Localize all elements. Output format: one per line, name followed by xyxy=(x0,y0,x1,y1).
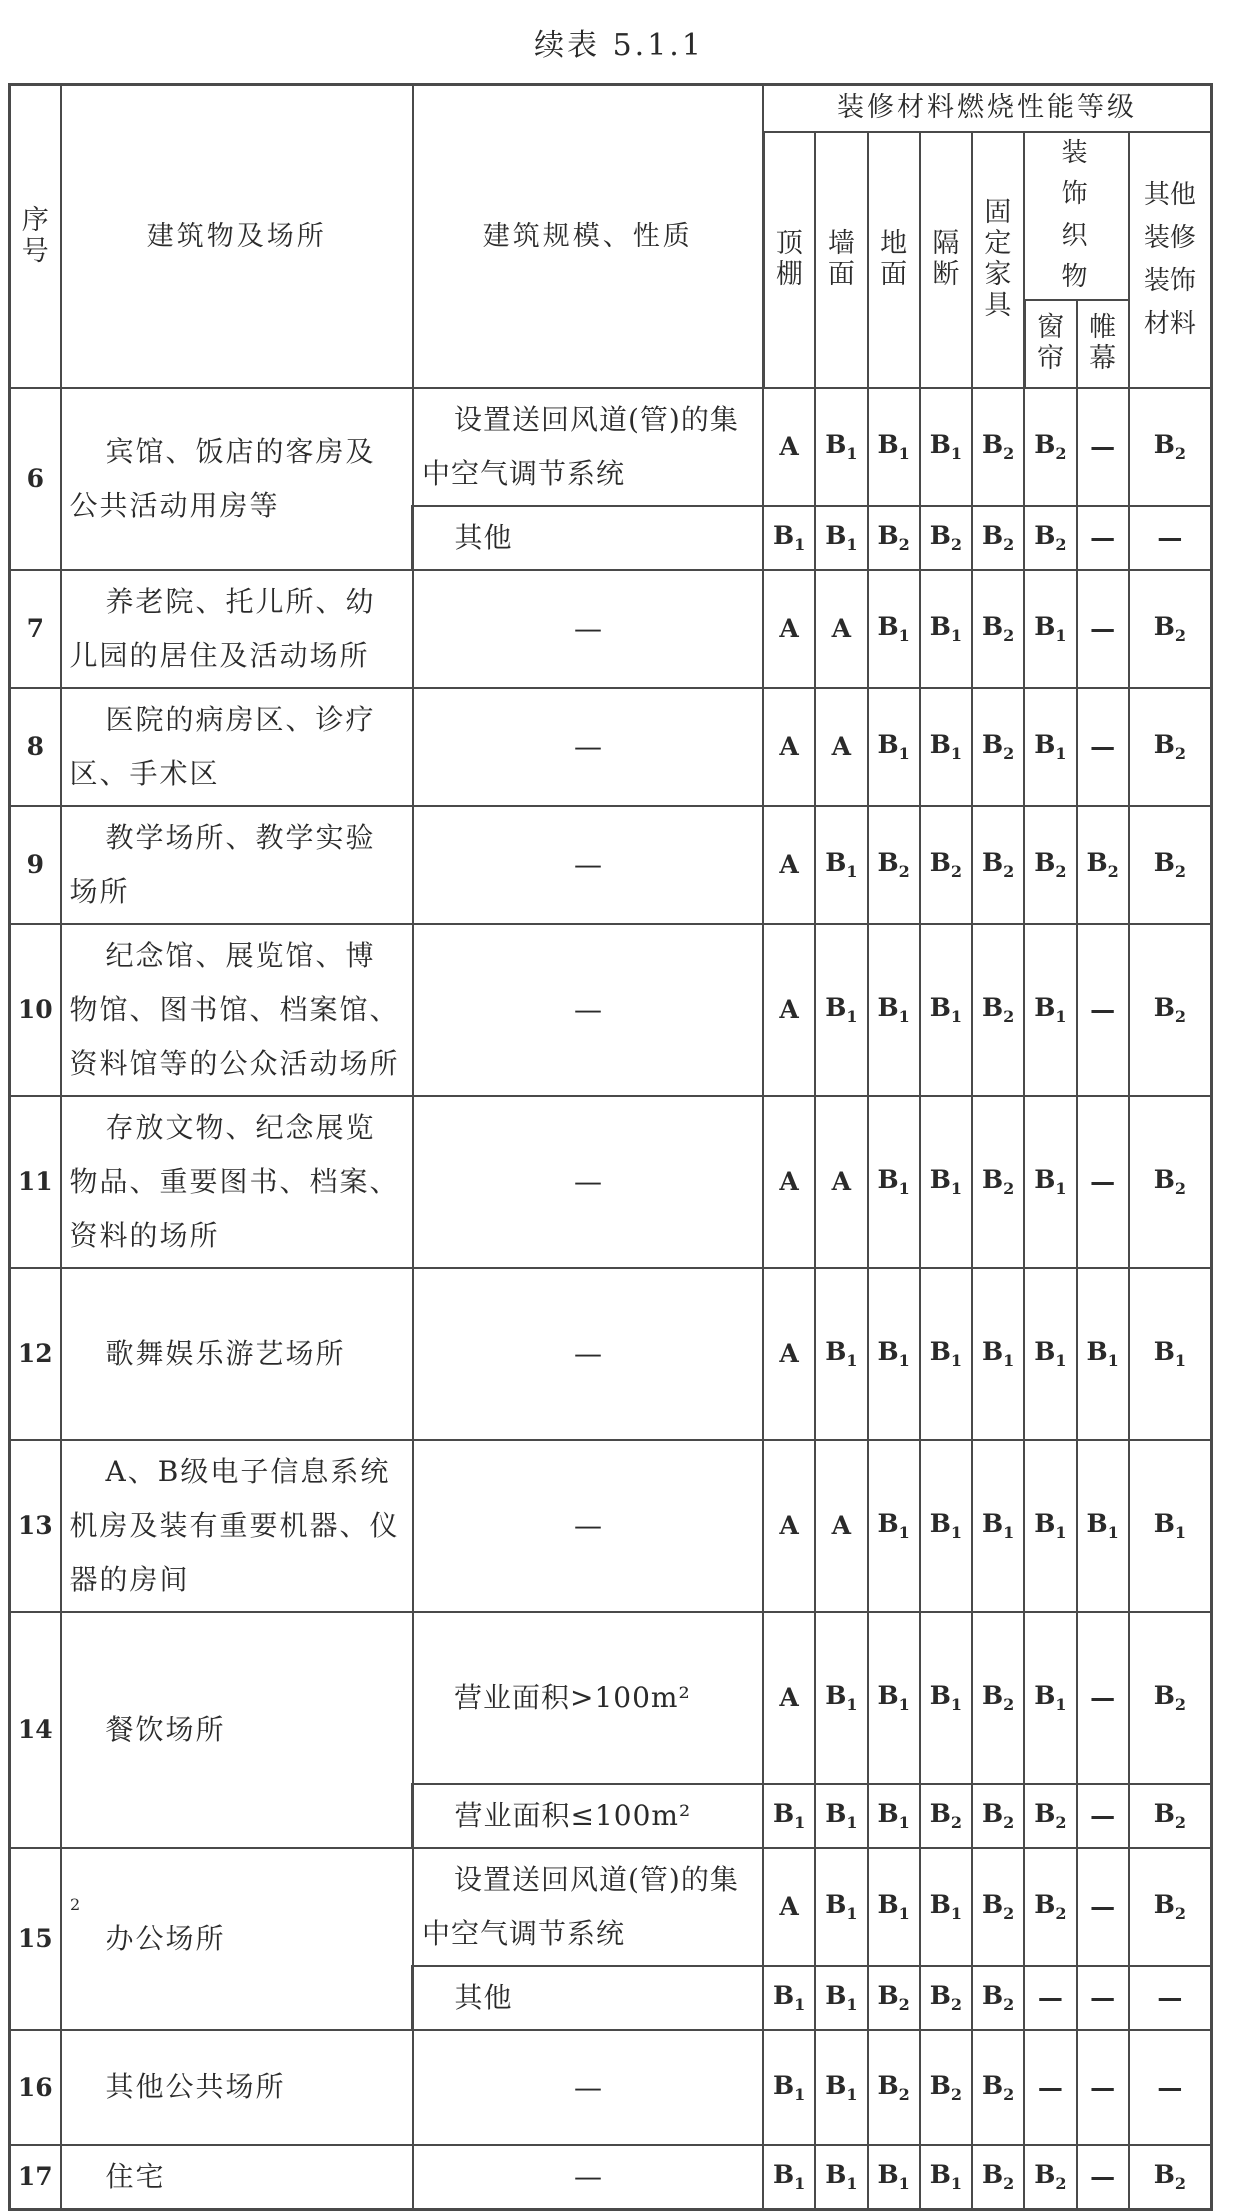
grade-cell: — xyxy=(1024,2030,1076,2145)
grade-cell: $B_2$ xyxy=(1129,1612,1212,1784)
table-row xyxy=(10,806,1212,924)
grade-cell: $B_1$ xyxy=(1024,1096,1076,1268)
row-building: 医院的病房区、诊疗区、手术区 xyxy=(61,688,413,806)
grade-cell: $B_1$ xyxy=(1077,1268,1129,1440)
grade-cell: $B_1$ xyxy=(868,1612,920,1784)
grade-cell: $B_1$ xyxy=(868,1096,920,1268)
grade-cell: $B_1$ xyxy=(1077,1440,1129,1612)
grade-cell: A xyxy=(815,570,867,688)
grade-cell: $B_1$ xyxy=(972,1440,1024,1612)
header-other: 其他装修装饰材料 xyxy=(1129,132,1212,388)
row-building: 宾馆、饭店的客房及公共活动用房等 xyxy=(61,388,413,570)
grade-cell: $B_2$ xyxy=(1129,924,1212,1096)
grade-cell: $B_2$ xyxy=(1129,1096,1212,1268)
grade-cell: A xyxy=(763,1848,815,1966)
table-row xyxy=(10,924,1212,1096)
grade-cell: A xyxy=(815,688,867,806)
row-scale: — xyxy=(413,806,763,924)
grade-cell: $B_2$ xyxy=(920,1966,972,2030)
grade-cell: $B_2$ xyxy=(972,388,1024,506)
row-scale: — xyxy=(413,924,763,1096)
grade-cell: $B_2$ xyxy=(1129,1848,1212,1966)
row-seq: 9 xyxy=(10,806,61,924)
grade-cell: $B_2$ xyxy=(920,2030,972,2145)
row-building: 养老院、托儿所、幼儿园的居住及活动场所 xyxy=(61,570,413,688)
grade-cell: $B_2$ xyxy=(868,806,920,924)
row-scale: — xyxy=(413,2145,763,2210)
grade-cell: $B_1$ xyxy=(920,1612,972,1784)
header-wall: 墙面 xyxy=(815,132,867,388)
grade-cell: $B_2$ xyxy=(1024,2145,1076,2210)
row-building: 住宅 xyxy=(61,2145,413,2210)
grade-cell: $B_1$ xyxy=(920,924,972,1096)
grade-cell: A xyxy=(763,1440,815,1612)
grade-cell: $B_2$ xyxy=(972,1612,1024,1784)
grade-cell: — xyxy=(1129,1966,1212,2030)
row-scale: — xyxy=(413,1440,763,1612)
row-building: 纪念馆、展览馆、博物馆、图书馆、档案馆、资料馆等的公众活动场所 xyxy=(61,924,413,1096)
row-seq: 10 xyxy=(10,924,61,1096)
grade-cell: A xyxy=(763,924,815,1096)
grade-cell: $B_2$ xyxy=(920,506,972,570)
grade-cell: A xyxy=(815,1440,867,1612)
header-curtain: 窗帘 xyxy=(1024,300,1076,388)
grade-cell: $B_1$ xyxy=(1024,1612,1076,1784)
grade-cell: $B_1$ xyxy=(920,388,972,506)
row-seq: 8 xyxy=(10,688,61,806)
grade-cell: $B_1$ xyxy=(763,1784,815,1848)
grade-cell: $B_1$ xyxy=(815,1784,867,1848)
grade-cell: $B_1$ xyxy=(920,1096,972,1268)
grade-cell: $B_1$ xyxy=(920,688,972,806)
grade-cell: $B_2$ xyxy=(1077,806,1129,924)
grade-cell: — xyxy=(1077,1848,1129,1966)
grade-cell: — xyxy=(1077,1612,1129,1784)
grade-cell: — xyxy=(1129,2030,1212,2145)
grade-cell: $B_2$ xyxy=(972,1096,1024,1268)
grade-cell: $B_1$ xyxy=(763,2145,815,2210)
table-row xyxy=(10,2145,1212,2210)
grade-cell: $B_1$ xyxy=(868,1440,920,1612)
header-building: 建筑物及场所 xyxy=(61,85,413,388)
grade-cell: $B_2$ xyxy=(972,2030,1024,2145)
grade-cell: $B_2$ xyxy=(972,924,1024,1096)
grade-cell: $B_2$ xyxy=(1024,806,1076,924)
row-building: 其他公共场所 xyxy=(61,2030,413,2145)
grade-cell: $B_2$ xyxy=(868,1966,920,2030)
grade-cell: $B_2$ xyxy=(1129,806,1212,924)
row-scale: — xyxy=(413,570,763,688)
grade-cell: $B_1$ xyxy=(868,388,920,506)
row-scale: 设置送回风道(管)的集中空气调节系统 xyxy=(413,388,763,506)
grade-cell: A xyxy=(763,688,815,806)
grade-cell: — xyxy=(1077,1784,1129,1848)
grade-cell: $B_1$ xyxy=(920,1440,972,1612)
fire-rating-table xyxy=(8,83,1213,2211)
table-row xyxy=(10,570,1212,688)
grade-cell: $B_2$ xyxy=(1024,1848,1076,1966)
grade-cell: $B_2$ xyxy=(972,1784,1024,1848)
grade-cell: $B_2$ xyxy=(1129,388,1212,506)
row-scale: — xyxy=(413,688,763,806)
grade-cell: $B_2$ xyxy=(1129,688,1212,806)
grade-cell: A xyxy=(763,806,815,924)
grade-cell: — xyxy=(1077,388,1129,506)
grade-cell: — xyxy=(1077,2030,1129,2145)
grade-cell: $B_1$ xyxy=(920,1268,972,1440)
grade-cell: $B_1$ xyxy=(763,1966,815,2030)
row-seq: 7 xyxy=(10,570,61,688)
grade-cell: $B_1$ xyxy=(815,388,867,506)
row-seq: 14 xyxy=(10,1612,61,1848)
grade-cell: $B_1$ xyxy=(815,506,867,570)
grade-cell: — xyxy=(1077,2145,1129,2210)
grade-cell: $B_1$ xyxy=(815,1268,867,1440)
grade-cell: A xyxy=(763,570,815,688)
grade-cell: $B_1$ xyxy=(815,2145,867,2210)
row-seq: 15 xyxy=(10,1848,61,2030)
row-seq: 16 xyxy=(10,2030,61,2145)
grade-cell: A xyxy=(763,388,815,506)
row-building: 教学场所、教学实验场所 xyxy=(61,806,413,924)
row-seq: 12 xyxy=(10,1268,61,1440)
header-rating-group: 装修材料燃烧性能等级 xyxy=(763,85,1212,132)
grade-cell: A xyxy=(815,1096,867,1268)
page-number: 2 xyxy=(70,1895,81,1914)
row-scale: — xyxy=(413,1268,763,1440)
grade-cell: $B_1$ xyxy=(815,1966,867,2030)
grade-cell: — xyxy=(1129,506,1212,570)
grade-cell: $B_2$ xyxy=(972,1966,1024,2030)
header-fabric: 装饰织物 xyxy=(1024,132,1129,300)
row-seq: 6 xyxy=(10,388,61,570)
grade-cell: $B_1$ xyxy=(1024,1440,1076,1612)
grade-cell: $B_2$ xyxy=(972,2145,1024,2210)
grade-cell: $B_2$ xyxy=(920,1784,972,1848)
table-row xyxy=(10,2030,1212,2145)
row-scale: 其他 xyxy=(413,1966,763,2030)
grade-cell: $B_2$ xyxy=(972,570,1024,688)
grade-cell: $B_1$ xyxy=(815,806,867,924)
header-scale: 建筑规模、性质 xyxy=(413,85,763,388)
header-seq: 序号 xyxy=(10,85,61,388)
grade-cell: $B_2$ xyxy=(1129,2145,1212,2210)
table-row xyxy=(10,388,1212,506)
grade-cell: $B_1$ xyxy=(868,1268,920,1440)
table-body xyxy=(10,85,1212,2210)
grade-cell: $B_2$ xyxy=(972,688,1024,806)
grade-cell: $B_1$ xyxy=(1129,1440,1212,1612)
row-scale: 设置送回风道(管)的集中空气调节系统 xyxy=(413,1848,763,1966)
row-scale: 其他 xyxy=(413,506,763,570)
grade-cell: $B_1$ xyxy=(815,924,867,1096)
grade-cell: $B_1$ xyxy=(868,924,920,1096)
grade-cell: $B_1$ xyxy=(868,2145,920,2210)
grade-cell: — xyxy=(1077,688,1129,806)
row-building: A、B级电子信息系统机房及装有重要机器、仪器的房间 xyxy=(61,1440,413,1612)
grade-cell: $B_1$ xyxy=(920,1848,972,1966)
row-seq: 13 xyxy=(10,1440,61,1612)
grade-cell: — xyxy=(1077,1096,1129,1268)
grade-cell: $B_1$ xyxy=(920,2145,972,2210)
table-row xyxy=(10,1096,1212,1268)
row-building: 餐饮场所 xyxy=(61,1612,413,1848)
grade-cell: $B_1$ xyxy=(972,1268,1024,1440)
grade-cell: $B_2$ xyxy=(1024,1784,1076,1848)
grade-cell: $B_1$ xyxy=(868,1784,920,1848)
header-drape: 帷幕 xyxy=(1077,300,1129,388)
row-scale: — xyxy=(413,1096,763,1268)
grade-cell: — xyxy=(1077,506,1129,570)
grade-cell: $B_1$ xyxy=(815,1848,867,1966)
grade-cell: $B_1$ xyxy=(920,570,972,688)
grade-cell: $B_1$ xyxy=(868,570,920,688)
grade-cell: $B_1$ xyxy=(868,1848,920,1966)
grade-cell: — xyxy=(1024,1966,1076,2030)
grade-cell: $B_2$ xyxy=(868,506,920,570)
row-building: 办公场所 xyxy=(61,1848,413,2030)
grade-cell: $B_2$ xyxy=(1129,1784,1212,1848)
row-seq: 11 xyxy=(10,1096,61,1268)
grade-cell: $B_2$ xyxy=(972,806,1024,924)
row-seq: 17 xyxy=(10,2145,61,2210)
grade-cell: $B_1$ xyxy=(1129,1268,1212,1440)
grade-cell: $B_2$ xyxy=(972,1848,1024,1966)
table-row xyxy=(10,1612,1212,1784)
row-building: 歌舞娱乐游艺场所 xyxy=(61,1268,413,1440)
grade-cell: $B_1$ xyxy=(1024,924,1076,1096)
table-title: 续表 5.1.1 xyxy=(534,28,704,63)
grade-cell: $B_1$ xyxy=(868,688,920,806)
grade-cell: A xyxy=(763,1612,815,1784)
table-row xyxy=(10,1268,1212,1440)
grade-cell: $B_1$ xyxy=(763,506,815,570)
grade-cell: $B_1$ xyxy=(763,2030,815,2145)
grade-cell: A xyxy=(763,1268,815,1440)
header-partition: 隔断 xyxy=(920,132,972,388)
grade-cell: $B_2$ xyxy=(1024,506,1076,570)
grade-cell: $B_2$ xyxy=(1129,570,1212,688)
row-scale: 营业面积>100m² xyxy=(413,1612,763,1784)
grade-cell: $B_1$ xyxy=(815,1612,867,1784)
grade-cell: A xyxy=(763,1096,815,1268)
row-scale: — xyxy=(413,2030,763,2145)
table-row xyxy=(10,688,1212,806)
grade-cell: $B_2$ xyxy=(920,806,972,924)
row-building: 存放文物、纪念展览物品、重要图书、档案、资料的场所 xyxy=(61,1096,413,1268)
grade-cell: $B_1$ xyxy=(1024,570,1076,688)
grade-cell: $B_2$ xyxy=(868,2030,920,2145)
grade-cell: $B_1$ xyxy=(1024,688,1076,806)
grade-cell: — xyxy=(1077,924,1129,1096)
grade-cell: $B_2$ xyxy=(1024,388,1076,506)
table-row xyxy=(10,1440,1212,1612)
grade-cell: $B_1$ xyxy=(1024,1268,1076,1440)
row-scale: 营业面积≤100m² xyxy=(413,1784,763,1848)
header-furniture: 固定家具 xyxy=(972,132,1024,388)
grade-cell: $B_2$ xyxy=(972,506,1024,570)
header-ceiling: 顶棚 xyxy=(763,132,815,388)
grade-cell: — xyxy=(1077,570,1129,688)
header-floor: 地面 xyxy=(868,132,920,388)
grade-cell: $B_1$ xyxy=(815,2030,867,2145)
grade-cell: — xyxy=(1077,1966,1129,2030)
